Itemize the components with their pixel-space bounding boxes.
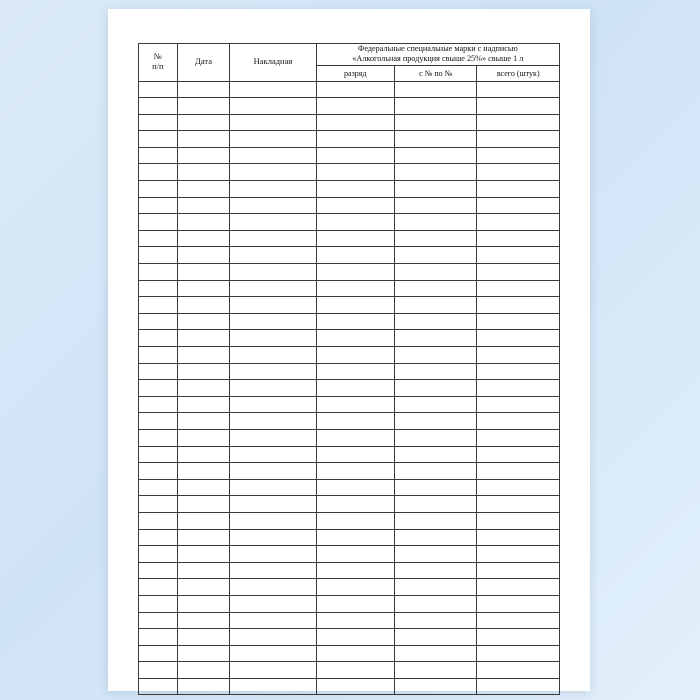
table-row[interactable] <box>139 463 560 480</box>
table-cell[interactable] <box>394 662 477 679</box>
table-row[interactable] <box>139 595 560 612</box>
table-cell[interactable] <box>177 429 230 446</box>
table-cell[interactable] <box>177 496 230 513</box>
table-cell[interactable] <box>177 629 230 646</box>
table-cell[interactable] <box>394 512 477 529</box>
table-cell[interactable] <box>230 413 316 430</box>
table-cell[interactable] <box>177 330 230 347</box>
table-cell[interactable] <box>477 81 560 98</box>
table-row[interactable] <box>139 612 560 629</box>
table-cell[interactable] <box>394 214 477 231</box>
table-cell[interactable] <box>139 446 178 463</box>
table-cell[interactable] <box>316 429 394 446</box>
table-cell[interactable] <box>230 297 316 314</box>
table-cell[interactable] <box>394 147 477 164</box>
table-cell[interactable] <box>177 380 230 397</box>
table-cell[interactable] <box>139 313 178 330</box>
table-cell[interactable] <box>177 347 230 364</box>
table-cell[interactable] <box>230 396 316 413</box>
table-cell[interactable] <box>316 479 394 496</box>
table-cell[interactable] <box>316 98 394 115</box>
table-cell[interactable] <box>230 479 316 496</box>
table-cell[interactable] <box>316 330 394 347</box>
table-cell[interactable] <box>477 446 560 463</box>
table-cell[interactable] <box>177 546 230 563</box>
table-cell[interactable] <box>316 297 394 314</box>
table-cell[interactable] <box>139 429 178 446</box>
table-cell[interactable] <box>477 496 560 513</box>
table-cell[interactable] <box>394 380 477 397</box>
table-cell[interactable] <box>177 579 230 596</box>
table-cell[interactable] <box>316 114 394 131</box>
table-cell[interactable] <box>139 347 178 364</box>
table-cell[interactable] <box>477 396 560 413</box>
header-cell-range: с № по № <box>394 65 477 81</box>
table-cell[interactable] <box>177 612 230 629</box>
table-cell[interactable] <box>177 529 230 546</box>
table-cell[interactable] <box>177 363 230 380</box>
table-cell[interactable] <box>230 612 316 629</box>
table-row[interactable] <box>139 678 560 695</box>
table-row[interactable] <box>139 363 560 380</box>
table-cell[interactable] <box>230 429 316 446</box>
header-cell-invoice: Накладная <box>230 44 316 82</box>
table-cell[interactable] <box>316 81 394 98</box>
table-cell[interactable] <box>230 496 316 513</box>
table-cell[interactable] <box>230 247 316 264</box>
table-cell[interactable] <box>177 297 230 314</box>
table-cell[interactable] <box>177 463 230 480</box>
table-cell[interactable] <box>139 280 178 297</box>
header-cell-total: всего (штук) <box>477 65 560 81</box>
table-cell[interactable] <box>477 114 560 131</box>
table-row[interactable] <box>139 479 560 496</box>
table-cell[interactable] <box>477 131 560 148</box>
table-cell[interactable] <box>139 98 178 115</box>
table-cell[interactable] <box>477 164 560 181</box>
table-cell[interactable] <box>316 662 394 679</box>
table-cell[interactable] <box>477 662 560 679</box>
table-cell[interactable] <box>139 662 178 679</box>
table-cell[interactable] <box>316 629 394 646</box>
table-cell[interactable] <box>230 678 316 695</box>
table-cell[interactable] <box>139 197 178 214</box>
table-row[interactable] <box>139 446 560 463</box>
table-cell[interactable] <box>316 678 394 695</box>
table-cell[interactable] <box>177 264 230 281</box>
table-row[interactable] <box>139 546 560 563</box>
table-cell[interactable] <box>177 147 230 164</box>
table-cell[interactable] <box>177 595 230 612</box>
table-cell[interactable] <box>394 645 477 662</box>
table-cell[interactable] <box>394 131 477 148</box>
table-cell[interactable] <box>177 662 230 679</box>
header-cell-group <box>316 44 559 66</box>
table-cell[interactable] <box>139 512 178 529</box>
table-cell[interactable] <box>139 496 178 513</box>
table-cell[interactable] <box>316 181 394 198</box>
table-cell[interactable] <box>477 546 560 563</box>
table-row[interactable] <box>139 230 560 247</box>
table-row[interactable] <box>139 529 560 546</box>
table-cell[interactable] <box>477 512 560 529</box>
table-cell[interactable] <box>394 678 477 695</box>
header-number-line1: № <box>153 51 162 62</box>
table-cell[interactable] <box>177 247 230 264</box>
table-cell[interactable] <box>316 363 394 380</box>
table-row[interactable] <box>139 197 560 214</box>
table-cell[interactable] <box>394 98 477 115</box>
table-cell[interactable] <box>230 463 316 480</box>
table-cell[interactable] <box>139 463 178 480</box>
table-cell[interactable] <box>230 380 316 397</box>
table-cell[interactable] <box>394 595 477 612</box>
table-cell[interactable] <box>230 264 316 281</box>
table-row[interactable] <box>139 645 560 662</box>
table-row[interactable] <box>139 629 560 646</box>
table-cell[interactable] <box>230 629 316 646</box>
table-cell[interactable] <box>177 214 230 231</box>
table-cell[interactable] <box>316 446 394 463</box>
table-cell[interactable] <box>394 247 477 264</box>
table-row[interactable] <box>139 247 560 264</box>
table-row[interactable] <box>139 429 560 446</box>
table-cell[interactable] <box>394 197 477 214</box>
table-cell[interactable] <box>316 164 394 181</box>
table-cell[interactable] <box>477 579 560 596</box>
table-cell[interactable] <box>477 147 560 164</box>
table-cell[interactable] <box>230 363 316 380</box>
table-cell[interactable] <box>316 595 394 612</box>
table-cell[interactable] <box>139 297 178 314</box>
table-cell[interactable] <box>177 313 230 330</box>
table-cell[interactable] <box>394 264 477 281</box>
table-cell[interactable] <box>316 264 394 281</box>
table-row[interactable] <box>139 413 560 430</box>
table-row[interactable] <box>139 512 560 529</box>
table-cell[interactable] <box>316 347 394 364</box>
table-cell[interactable] <box>139 181 178 198</box>
table-cell[interactable] <box>230 214 316 231</box>
table-cell[interactable] <box>394 579 477 596</box>
table-cell[interactable] <box>316 230 394 247</box>
table-cell[interactable] <box>230 446 316 463</box>
table-cell[interactable] <box>230 114 316 131</box>
table-cell[interactable] <box>230 512 316 529</box>
table-cell[interactable] <box>477 562 560 579</box>
table-cell[interactable] <box>139 562 178 579</box>
table-cell[interactable] <box>477 230 560 247</box>
table-row[interactable] <box>139 396 560 413</box>
table-cell[interactable] <box>139 413 178 430</box>
table-cell[interactable] <box>177 396 230 413</box>
table-cell[interactable] <box>177 645 230 662</box>
table-cell[interactable] <box>316 247 394 264</box>
table-cell[interactable] <box>230 645 316 662</box>
table-cell[interactable] <box>139 678 178 695</box>
table-cell[interactable] <box>230 662 316 679</box>
table-cell[interactable] <box>177 678 230 695</box>
table-row[interactable] <box>139 562 560 579</box>
table-row[interactable] <box>139 313 560 330</box>
table-cell[interactable] <box>394 612 477 629</box>
table-row[interactable] <box>139 181 560 198</box>
table-cell[interactable] <box>316 214 394 231</box>
table-cell[interactable] <box>139 131 178 148</box>
table-cell[interactable] <box>477 347 560 364</box>
table-cell[interactable] <box>177 98 230 115</box>
table-cell[interactable] <box>477 214 560 231</box>
table-cell[interactable] <box>394 429 477 446</box>
table-cell[interactable] <box>477 280 560 297</box>
table-row[interactable] <box>139 662 560 679</box>
table-cell[interactable] <box>477 413 560 430</box>
table-cell[interactable] <box>477 479 560 496</box>
table-cell[interactable] <box>477 629 560 646</box>
table-body <box>139 81 560 695</box>
table-cell[interactable] <box>177 81 230 98</box>
header-cell-date: Дата <box>177 44 230 82</box>
table-row[interactable] <box>139 214 560 231</box>
table-cell[interactable] <box>394 114 477 131</box>
table-cell[interactable] <box>316 612 394 629</box>
table-cell[interactable] <box>394 230 477 247</box>
table-cell[interactable] <box>177 164 230 181</box>
table-cell[interactable] <box>394 546 477 563</box>
table-cell[interactable] <box>316 280 394 297</box>
table-cell[interactable] <box>177 562 230 579</box>
table-cell[interactable] <box>177 280 230 297</box>
table-cell[interactable] <box>230 98 316 115</box>
table-cell[interactable] <box>477 529 560 546</box>
table-cell[interactable] <box>316 313 394 330</box>
table-cell[interactable] <box>177 413 230 430</box>
table-cell[interactable] <box>316 380 394 397</box>
table-cell[interactable] <box>394 629 477 646</box>
table-cell[interactable] <box>230 280 316 297</box>
table-cell[interactable] <box>477 645 560 662</box>
header-cell-number <box>139 44 178 82</box>
table-cell[interactable] <box>230 529 316 546</box>
table-cell[interactable] <box>316 131 394 148</box>
table-cell[interactable] <box>177 446 230 463</box>
table-cell[interactable] <box>230 81 316 98</box>
table-row[interactable] <box>139 280 560 297</box>
table-cell[interactable] <box>177 479 230 496</box>
table-cell[interactable] <box>139 579 178 596</box>
table-cell[interactable] <box>230 546 316 563</box>
table-cell[interactable] <box>477 197 560 214</box>
header-row-main <box>139 44 560 66</box>
table-cell[interactable] <box>477 98 560 115</box>
table-cell[interactable] <box>316 512 394 529</box>
table-cell[interactable] <box>230 230 316 247</box>
table-cell[interactable] <box>139 595 178 612</box>
table-cell[interactable] <box>477 264 560 281</box>
table-cell[interactable] <box>177 230 230 247</box>
table-row[interactable] <box>139 297 560 314</box>
table-cell[interactable] <box>316 645 394 662</box>
table-cell[interactable] <box>316 529 394 546</box>
table-cell[interactable] <box>139 247 178 264</box>
table-cell[interactable] <box>477 595 560 612</box>
table-cell[interactable] <box>230 330 316 347</box>
table-cell[interactable] <box>394 396 477 413</box>
table-row[interactable] <box>139 114 560 131</box>
table-cell[interactable] <box>477 297 560 314</box>
document-page <box>108 9 590 691</box>
table-row[interactable] <box>139 380 560 397</box>
table-cell[interactable] <box>230 313 316 330</box>
table-cell[interactable] <box>316 197 394 214</box>
table-cell[interactable] <box>316 147 394 164</box>
table-cell[interactable] <box>477 380 560 397</box>
table-cell[interactable] <box>316 463 394 480</box>
table-row[interactable] <box>139 264 560 281</box>
table-cell[interactable] <box>177 197 230 214</box>
table-cell[interactable] <box>230 197 316 214</box>
table-row[interactable] <box>139 98 560 115</box>
table-cell[interactable] <box>394 562 477 579</box>
table-row[interactable] <box>139 81 560 98</box>
table-cell[interactable] <box>394 479 477 496</box>
table-cell[interactable] <box>394 181 477 198</box>
table-cell[interactable] <box>316 396 394 413</box>
registry-table <box>138 43 560 695</box>
table-row[interactable] <box>139 347 560 364</box>
header-cell-rank: разряд <box>316 65 394 81</box>
table-cell[interactable] <box>177 512 230 529</box>
table-row[interactable] <box>139 147 560 164</box>
table-cell[interactable] <box>139 612 178 629</box>
table-header <box>139 44 560 82</box>
table-cell[interactable] <box>316 496 394 513</box>
table-cell[interactable] <box>230 562 316 579</box>
table-cell[interactable] <box>394 313 477 330</box>
table-cell[interactable] <box>477 429 560 446</box>
table-cell[interactable] <box>139 164 178 181</box>
header-group-line1: Федеральные специальные марки с надписью <box>357 44 518 53</box>
table-cell[interactable] <box>394 496 477 513</box>
table-row[interactable] <box>139 330 560 347</box>
table-cell[interactable] <box>394 347 477 364</box>
table-cell[interactable] <box>139 479 178 496</box>
table-cell[interactable] <box>139 81 178 98</box>
table-cell[interactable] <box>394 280 477 297</box>
table-cell[interactable] <box>316 413 394 430</box>
table-cell[interactable] <box>394 297 477 314</box>
table-row[interactable] <box>139 496 560 513</box>
table-cell[interactable] <box>230 579 316 596</box>
table-cell[interactable] <box>394 413 477 430</box>
table-cell[interactable] <box>230 181 316 198</box>
table-cell[interactable] <box>477 330 560 347</box>
table-cell[interactable] <box>230 164 316 181</box>
table-cell[interactable] <box>230 595 316 612</box>
table-cell[interactable] <box>477 313 560 330</box>
header-number-line2: п/п <box>152 61 164 72</box>
table-cell[interactable] <box>477 181 560 198</box>
table-cell[interactable] <box>139 645 178 662</box>
table-cell[interactable] <box>139 114 178 131</box>
table-cell[interactable] <box>394 363 477 380</box>
table-cell[interactable] <box>139 546 178 563</box>
table-cell[interactable] <box>477 612 560 629</box>
table-cell[interactable] <box>394 529 477 546</box>
table-cell[interactable] <box>139 214 178 231</box>
table-cell[interactable] <box>394 446 477 463</box>
table-cell[interactable] <box>477 463 560 480</box>
table-cell[interactable] <box>177 114 230 131</box>
table-cell[interactable] <box>230 147 316 164</box>
table-cell[interactable] <box>394 330 477 347</box>
table-cell[interactable] <box>139 380 178 397</box>
table-cell[interactable] <box>139 396 178 413</box>
table-cell[interactable] <box>394 463 477 480</box>
table-row[interactable] <box>139 579 560 596</box>
header-group-line2: «Алкогольная продукция свыше 25%» свыше 1 л <box>352 54 524 64</box>
table-cell[interactable] <box>230 347 316 364</box>
table-cell[interactable] <box>316 562 394 579</box>
table-cell[interactable] <box>394 81 477 98</box>
table-cell[interactable] <box>477 363 560 380</box>
table-cell[interactable] <box>316 579 394 596</box>
table-cell[interactable] <box>139 264 178 281</box>
table-cell[interactable] <box>139 230 178 247</box>
table-cell[interactable] <box>177 131 230 148</box>
table-row[interactable] <box>139 164 560 181</box>
table-cell[interactable] <box>230 131 316 148</box>
table-cell[interactable] <box>477 678 560 695</box>
table-cell[interactable] <box>177 181 230 198</box>
table-cell[interactable] <box>139 529 178 546</box>
table-cell[interactable] <box>139 330 178 347</box>
table-cell[interactable] <box>139 629 178 646</box>
table-cell[interactable] <box>394 164 477 181</box>
table-row[interactable] <box>139 131 560 148</box>
table-cell[interactable] <box>139 363 178 380</box>
table-cell[interactable] <box>139 147 178 164</box>
table-cell[interactable] <box>316 546 394 563</box>
document-content-area <box>138 43 560 663</box>
table-cell[interactable] <box>477 247 560 264</box>
